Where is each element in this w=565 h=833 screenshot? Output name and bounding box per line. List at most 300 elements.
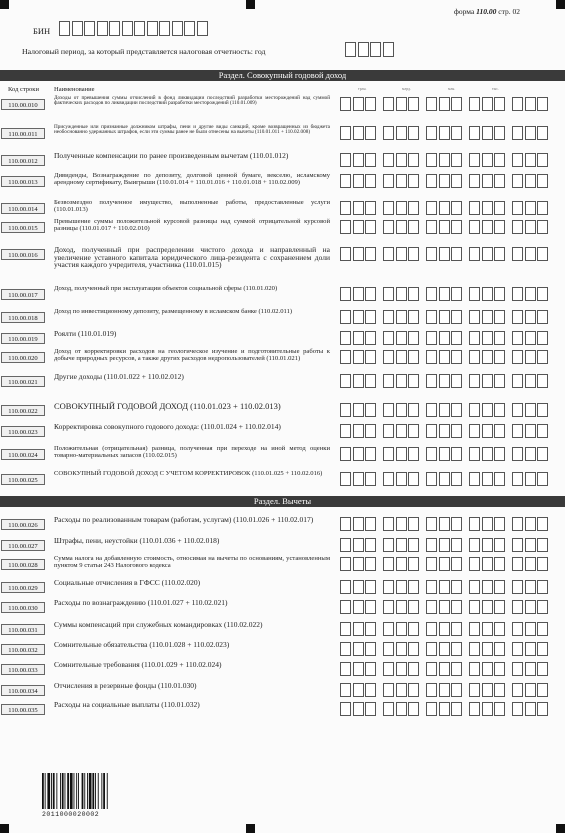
amount-digit-cell[interactable] <box>469 247 480 261</box>
amount-digit-cell[interactable] <box>439 517 450 531</box>
amount-digit-cell[interactable] <box>482 662 493 676</box>
amount-digit-cell[interactable] <box>340 517 351 531</box>
amount-digit-cell[interactable] <box>353 447 364 461</box>
amount-digit-cell[interactable] <box>469 472 480 486</box>
amount-digit-cell[interactable] <box>353 331 364 345</box>
amount-digit-cell[interactable] <box>408 174 419 188</box>
bin-digit-cell[interactable] <box>84 21 95 36</box>
amount-digit-cell[interactable] <box>537 683 548 697</box>
amount-digit-cell[interactable] <box>451 247 462 261</box>
amount-digit-cell[interactable] <box>451 331 462 345</box>
amount-digit-cell[interactable] <box>537 350 548 364</box>
amount-digit-cell[interactable] <box>396 287 407 301</box>
amount-digit-cell[interactable] <box>525 447 536 461</box>
amount-digit-cell[interactable] <box>537 201 548 215</box>
bin-digit-cell[interactable] <box>72 21 83 36</box>
amount-digit-cell[interactable] <box>408 220 419 234</box>
amount-digit-cell[interactable] <box>408 247 419 261</box>
amount-digit-cell[interactable] <box>408 662 419 676</box>
amount-digit-cell[interactable] <box>408 424 419 438</box>
amount-digit-cell[interactable] <box>408 538 419 552</box>
amount-digit-cell[interactable] <box>383 153 394 167</box>
amount-digit-cell[interactable] <box>383 600 394 614</box>
amount-digit-cell[interactable] <box>383 97 394 111</box>
amount-digit-cell[interactable] <box>494 331 505 345</box>
amount-digit-cell[interactable] <box>469 374 480 388</box>
amount-digit-cell[interactable] <box>426 374 437 388</box>
amount-digit-cell[interactable] <box>408 642 419 656</box>
amount-digit-cell[interactable] <box>383 201 394 215</box>
amount-digit-cell[interactable] <box>512 642 523 656</box>
amount-digit-cell[interactable] <box>408 580 419 594</box>
amount-digit-cell[interactable] <box>451 472 462 486</box>
amount-digit-cell[interactable] <box>396 374 407 388</box>
amount-digit-cell[interactable] <box>494 126 505 140</box>
bin-digit-cell[interactable] <box>97 21 108 36</box>
amount-digit-cell[interactable] <box>340 174 351 188</box>
amount-digit-cell[interactable] <box>525 350 536 364</box>
amount-digit-cell[interactable] <box>426 702 437 716</box>
amount-digit-cell[interactable] <box>426 201 437 215</box>
amount-digit-cell[interactable] <box>451 174 462 188</box>
amount-digit-cell[interactable] <box>353 153 364 167</box>
amount-digit-cell[interactable] <box>353 702 364 716</box>
amount-digit-cell[interactable] <box>439 220 450 234</box>
amount-digit-cell[interactable] <box>482 580 493 594</box>
amount-digit-cell[interactable] <box>512 153 523 167</box>
amount-digit-cell[interactable] <box>426 580 437 594</box>
amount-digit-cell[interactable] <box>469 153 480 167</box>
amount-digit-cell[interactable] <box>408 447 419 461</box>
amount-digit-cell[interactable] <box>482 447 493 461</box>
amount-digit-cell[interactable] <box>408 600 419 614</box>
amount-digit-cell[interactable] <box>340 580 351 594</box>
amount-digit-cell[interactable] <box>494 600 505 614</box>
amount-digit-cell[interactable] <box>426 642 437 656</box>
amount-digit-cell[interactable] <box>482 153 493 167</box>
amount-digit-cell[interactable] <box>439 580 450 594</box>
amount-digit-cell[interactable] <box>512 201 523 215</box>
amount-digit-cell[interactable] <box>408 702 419 716</box>
amount-digit-cell[interactable] <box>469 287 480 301</box>
amount-digit-cell[interactable] <box>365 447 376 461</box>
amount-digit-cell[interactable] <box>365 97 376 111</box>
amount-digit-cell[interactable] <box>451 126 462 140</box>
amount-digit-cell[interactable] <box>494 557 505 571</box>
amount-digit-cell[interactable] <box>512 220 523 234</box>
amount-digit-cell[interactable] <box>426 424 437 438</box>
amount-digit-cell[interactable] <box>426 97 437 111</box>
amount-digit-cell[interactable] <box>383 702 394 716</box>
amount-digit-cell[interactable] <box>451 538 462 552</box>
amount-digit-cell[interactable] <box>396 600 407 614</box>
amount-digit-cell[interactable] <box>396 622 407 636</box>
amount-digit-cell[interactable] <box>512 557 523 571</box>
amount-digit-cell[interactable] <box>451 642 462 656</box>
amount-digit-cell[interactable] <box>340 683 351 697</box>
amount-digit-cell[interactable] <box>365 683 376 697</box>
amount-digit-cell[interactable] <box>353 472 364 486</box>
amount-digit-cell[interactable] <box>525 600 536 614</box>
amount-digit-cell[interactable] <box>451 97 462 111</box>
amount-digit-cell[interactable] <box>353 374 364 388</box>
amount-digit-cell[interactable] <box>439 424 450 438</box>
amount-digit-cell[interactable] <box>439 331 450 345</box>
amount-digit-cell[interactable] <box>340 374 351 388</box>
amount-digit-cell[interactable] <box>451 580 462 594</box>
amount-digit-cell[interactable] <box>340 153 351 167</box>
amount-digit-cell[interactable] <box>439 174 450 188</box>
amount-digit-cell[interactable] <box>512 350 523 364</box>
amount-digit-cell[interactable] <box>340 662 351 676</box>
amount-digit-cell[interactable] <box>383 517 394 531</box>
amount-digit-cell[interactable] <box>353 683 364 697</box>
amount-digit-cell[interactable] <box>408 403 419 417</box>
amount-digit-cell[interactable] <box>365 472 376 486</box>
amount-digit-cell[interactable] <box>426 472 437 486</box>
bin-digit-cell[interactable] <box>122 21 133 36</box>
amount-digit-cell[interactable] <box>353 600 364 614</box>
amount-digit-cell[interactable] <box>383 247 394 261</box>
amount-digit-cell[interactable] <box>537 622 548 636</box>
amount-digit-cell[interactable] <box>340 447 351 461</box>
amount-digit-cell[interactable] <box>439 642 450 656</box>
amount-digit-cell[interactable] <box>512 424 523 438</box>
amount-digit-cell[interactable] <box>537 97 548 111</box>
amount-digit-cell[interactable] <box>537 310 548 324</box>
amount-digit-cell[interactable] <box>469 220 480 234</box>
amount-digit-cell[interactable] <box>426 153 437 167</box>
amount-digit-cell[interactable] <box>439 702 450 716</box>
amount-digit-cell[interactable] <box>537 642 548 656</box>
year-digit-cell[interactable] <box>383 42 394 57</box>
amount-digit-cell[interactable] <box>353 403 364 417</box>
amount-digit-cell[interactable] <box>512 447 523 461</box>
amount-digit-cell[interactable] <box>537 517 548 531</box>
amount-digit-cell[interactable] <box>525 403 536 417</box>
amount-digit-cell[interactable] <box>340 350 351 364</box>
year-digit-cell[interactable] <box>345 42 356 57</box>
amount-digit-cell[interactable] <box>482 538 493 552</box>
amount-digit-cell[interactable] <box>439 97 450 111</box>
amount-digit-cell[interactable] <box>426 247 437 261</box>
amount-digit-cell[interactable] <box>469 424 480 438</box>
amount-digit-cell[interactable] <box>512 126 523 140</box>
amount-digit-cell[interactable] <box>451 557 462 571</box>
amount-digit-cell[interactable] <box>494 538 505 552</box>
amount-digit-cell[interactable] <box>482 126 493 140</box>
amount-digit-cell[interactable] <box>353 424 364 438</box>
amount-digit-cell[interactable] <box>525 126 536 140</box>
amount-digit-cell[interactable] <box>365 310 376 324</box>
amount-digit-cell[interactable] <box>494 622 505 636</box>
amount-digit-cell[interactable] <box>525 683 536 697</box>
amount-digit-cell[interactable] <box>353 310 364 324</box>
amount-digit-cell[interactable] <box>469 622 480 636</box>
year-digit-cell[interactable] <box>358 42 369 57</box>
bin-digit-cell[interactable] <box>134 21 145 36</box>
amount-digit-cell[interactable] <box>396 472 407 486</box>
amount-digit-cell[interactable] <box>353 538 364 552</box>
amount-digit-cell[interactable] <box>494 247 505 261</box>
amount-digit-cell[interactable] <box>396 642 407 656</box>
amount-digit-cell[interactable] <box>426 517 437 531</box>
amount-digit-cell[interactable] <box>482 622 493 636</box>
amount-digit-cell[interactable] <box>537 472 548 486</box>
amount-digit-cell[interactable] <box>365 126 376 140</box>
amount-digit-cell[interactable] <box>525 247 536 261</box>
amount-digit-cell[interactable] <box>482 642 493 656</box>
amount-digit-cell[interactable] <box>353 662 364 676</box>
amount-digit-cell[interactable] <box>353 557 364 571</box>
amount-digit-cell[interactable] <box>525 310 536 324</box>
bin-digit-cell[interactable] <box>59 21 70 36</box>
amount-digit-cell[interactable] <box>408 331 419 345</box>
amount-digit-cell[interactable] <box>512 247 523 261</box>
amount-digit-cell[interactable] <box>451 287 462 301</box>
amount-digit-cell[interactable] <box>353 247 364 261</box>
amount-digit-cell[interactable] <box>494 662 505 676</box>
amount-digit-cell[interactable] <box>512 683 523 697</box>
bin-digit-cell[interactable] <box>109 21 120 36</box>
amount-digit-cell[interactable] <box>482 702 493 716</box>
amount-digit-cell[interactable] <box>439 403 450 417</box>
amount-digit-cell[interactable] <box>469 683 480 697</box>
amount-digit-cell[interactable] <box>396 126 407 140</box>
amount-digit-cell[interactable] <box>469 447 480 461</box>
amount-digit-cell[interactable] <box>340 403 351 417</box>
amount-digit-cell[interactable] <box>512 702 523 716</box>
amount-digit-cell[interactable] <box>408 517 419 531</box>
amount-digit-cell[interactable] <box>482 472 493 486</box>
amount-digit-cell[interactable] <box>365 374 376 388</box>
amount-digit-cell[interactable] <box>494 374 505 388</box>
amount-digit-cell[interactable] <box>537 374 548 388</box>
amount-digit-cell[interactable] <box>408 153 419 167</box>
amount-digit-cell[interactable] <box>426 557 437 571</box>
amount-digit-cell[interactable] <box>365 153 376 167</box>
amount-digit-cell[interactable] <box>512 287 523 301</box>
amount-digit-cell[interactable] <box>525 153 536 167</box>
amount-digit-cell[interactable] <box>353 97 364 111</box>
amount-digit-cell[interactable] <box>525 174 536 188</box>
amount-digit-cell[interactable] <box>525 702 536 716</box>
bin-digit-cell[interactable] <box>184 21 195 36</box>
amount-digit-cell[interactable] <box>365 622 376 636</box>
amount-digit-cell[interactable] <box>525 97 536 111</box>
amount-digit-cell[interactable] <box>439 557 450 571</box>
amount-digit-cell[interactable] <box>494 310 505 324</box>
amount-digit-cell[interactable] <box>512 97 523 111</box>
amount-digit-cell[interactable] <box>482 201 493 215</box>
amount-digit-cell[interactable] <box>512 374 523 388</box>
amount-digit-cell[interactable] <box>494 403 505 417</box>
amount-digit-cell[interactable] <box>537 557 548 571</box>
amount-digit-cell[interactable] <box>451 662 462 676</box>
amount-digit-cell[interactable] <box>494 517 505 531</box>
amount-digit-cell[interactable] <box>426 126 437 140</box>
amount-digit-cell[interactable] <box>482 374 493 388</box>
amount-digit-cell[interactable] <box>439 472 450 486</box>
amount-digit-cell[interactable] <box>426 538 437 552</box>
amount-digit-cell[interactable] <box>439 600 450 614</box>
amount-digit-cell[interactable] <box>469 331 480 345</box>
amount-digit-cell[interactable] <box>353 220 364 234</box>
bin-digit-cell[interactable] <box>172 21 183 36</box>
amount-digit-cell[interactable] <box>451 374 462 388</box>
amount-digit-cell[interactable] <box>365 557 376 571</box>
amount-digit-cell[interactable] <box>383 220 394 234</box>
amount-digit-cell[interactable] <box>537 247 548 261</box>
amount-digit-cell[interactable] <box>512 517 523 531</box>
amount-digit-cell[interactable] <box>340 201 351 215</box>
amount-digit-cell[interactable] <box>426 174 437 188</box>
amount-digit-cell[interactable] <box>396 310 407 324</box>
amount-digit-cell[interactable] <box>383 331 394 345</box>
amount-digit-cell[interactable] <box>469 702 480 716</box>
amount-digit-cell[interactable] <box>537 174 548 188</box>
amount-digit-cell[interactable] <box>439 153 450 167</box>
amount-digit-cell[interactable] <box>340 557 351 571</box>
amount-digit-cell[interactable] <box>426 287 437 301</box>
amount-digit-cell[interactable] <box>494 153 505 167</box>
amount-digit-cell[interactable] <box>494 287 505 301</box>
amount-digit-cell[interactable] <box>340 702 351 716</box>
amount-digit-cell[interactable] <box>525 472 536 486</box>
amount-digit-cell[interactable] <box>439 374 450 388</box>
amount-digit-cell[interactable] <box>396 580 407 594</box>
amount-digit-cell[interactable] <box>525 662 536 676</box>
amount-digit-cell[interactable] <box>482 557 493 571</box>
amount-digit-cell[interactable] <box>525 538 536 552</box>
amount-digit-cell[interactable] <box>408 350 419 364</box>
amount-digit-cell[interactable] <box>494 642 505 656</box>
amount-digit-cell[interactable] <box>408 472 419 486</box>
amount-digit-cell[interactable] <box>383 447 394 461</box>
amount-digit-cell[interactable] <box>365 201 376 215</box>
amount-digit-cell[interactable] <box>512 662 523 676</box>
amount-digit-cell[interactable] <box>340 126 351 140</box>
amount-digit-cell[interactable] <box>383 374 394 388</box>
amount-digit-cell[interactable] <box>469 557 480 571</box>
amount-digit-cell[interactable] <box>353 580 364 594</box>
amount-digit-cell[interactable] <box>525 622 536 636</box>
amount-digit-cell[interactable] <box>451 702 462 716</box>
amount-digit-cell[interactable] <box>494 220 505 234</box>
amount-digit-cell[interactable] <box>365 642 376 656</box>
amount-digit-cell[interactable] <box>512 174 523 188</box>
amount-digit-cell[interactable] <box>383 662 394 676</box>
amount-digit-cell[interactable] <box>439 247 450 261</box>
amount-digit-cell[interactable] <box>396 220 407 234</box>
amount-digit-cell[interactable] <box>383 350 394 364</box>
amount-digit-cell[interactable] <box>494 350 505 364</box>
amount-digit-cell[interactable] <box>469 350 480 364</box>
amount-digit-cell[interactable] <box>512 331 523 345</box>
amount-digit-cell[interactable] <box>537 153 548 167</box>
amount-digit-cell[interactable] <box>525 424 536 438</box>
amount-digit-cell[interactable] <box>482 310 493 324</box>
amount-digit-cell[interactable] <box>408 201 419 215</box>
amount-digit-cell[interactable] <box>396 247 407 261</box>
amount-digit-cell[interactable] <box>383 642 394 656</box>
amount-digit-cell[interactable] <box>396 424 407 438</box>
amount-digit-cell[interactable] <box>525 642 536 656</box>
amount-digit-cell[interactable] <box>494 97 505 111</box>
amount-digit-cell[interactable] <box>494 174 505 188</box>
amount-digit-cell[interactable] <box>439 126 450 140</box>
amount-digit-cell[interactable] <box>494 702 505 716</box>
amount-digit-cell[interactable] <box>396 447 407 461</box>
amount-digit-cell[interactable] <box>426 662 437 676</box>
amount-digit-cell[interactable] <box>426 220 437 234</box>
amount-digit-cell[interactable] <box>482 403 493 417</box>
amount-digit-cell[interactable] <box>494 424 505 438</box>
amount-digit-cell[interactable] <box>383 557 394 571</box>
amount-digit-cell[interactable] <box>396 662 407 676</box>
amount-digit-cell[interactable] <box>494 447 505 461</box>
amount-digit-cell[interactable] <box>439 683 450 697</box>
amount-digit-cell[interactable] <box>340 331 351 345</box>
amount-digit-cell[interactable] <box>365 287 376 301</box>
amount-digit-cell[interactable] <box>340 247 351 261</box>
amount-digit-cell[interactable] <box>469 310 480 324</box>
amount-digit-cell[interactable] <box>396 174 407 188</box>
amount-digit-cell[interactable] <box>525 331 536 345</box>
amount-digit-cell[interactable] <box>383 580 394 594</box>
amount-digit-cell[interactable] <box>365 600 376 614</box>
amount-digit-cell[interactable] <box>426 447 437 461</box>
amount-digit-cell[interactable] <box>396 97 407 111</box>
amount-digit-cell[interactable] <box>383 310 394 324</box>
amount-digit-cell[interactable] <box>482 287 493 301</box>
amount-digit-cell[interactable] <box>451 683 462 697</box>
amount-digit-cell[interactable] <box>340 472 351 486</box>
amount-digit-cell[interactable] <box>383 403 394 417</box>
amount-digit-cell[interactable] <box>537 424 548 438</box>
amount-digit-cell[interactable] <box>340 287 351 301</box>
amount-digit-cell[interactable] <box>408 287 419 301</box>
amount-digit-cell[interactable] <box>396 350 407 364</box>
amount-digit-cell[interactable] <box>340 642 351 656</box>
amount-digit-cell[interactable] <box>365 331 376 345</box>
amount-digit-cell[interactable] <box>396 517 407 531</box>
amount-digit-cell[interactable] <box>340 622 351 636</box>
amount-digit-cell[interactable] <box>365 517 376 531</box>
amount-digit-cell[interactable] <box>525 374 536 388</box>
amount-digit-cell[interactable] <box>353 174 364 188</box>
amount-digit-cell[interactable] <box>396 683 407 697</box>
amount-digit-cell[interactable] <box>451 220 462 234</box>
amount-digit-cell[interactable] <box>365 580 376 594</box>
amount-digit-cell[interactable] <box>396 331 407 345</box>
amount-digit-cell[interactable] <box>537 662 548 676</box>
amount-digit-cell[interactable] <box>340 220 351 234</box>
amount-digit-cell[interactable] <box>469 201 480 215</box>
amount-digit-cell[interactable] <box>408 97 419 111</box>
amount-digit-cell[interactable] <box>451 517 462 531</box>
amount-digit-cell[interactable] <box>512 600 523 614</box>
amount-digit-cell[interactable] <box>469 174 480 188</box>
amount-digit-cell[interactable] <box>537 331 548 345</box>
amount-digit-cell[interactable] <box>365 403 376 417</box>
amount-digit-cell[interactable] <box>353 201 364 215</box>
amount-digit-cell[interactable] <box>494 472 505 486</box>
amount-digit-cell[interactable] <box>525 201 536 215</box>
amount-digit-cell[interactable] <box>525 287 536 301</box>
amount-digit-cell[interactable] <box>512 580 523 594</box>
amount-digit-cell[interactable] <box>353 126 364 140</box>
